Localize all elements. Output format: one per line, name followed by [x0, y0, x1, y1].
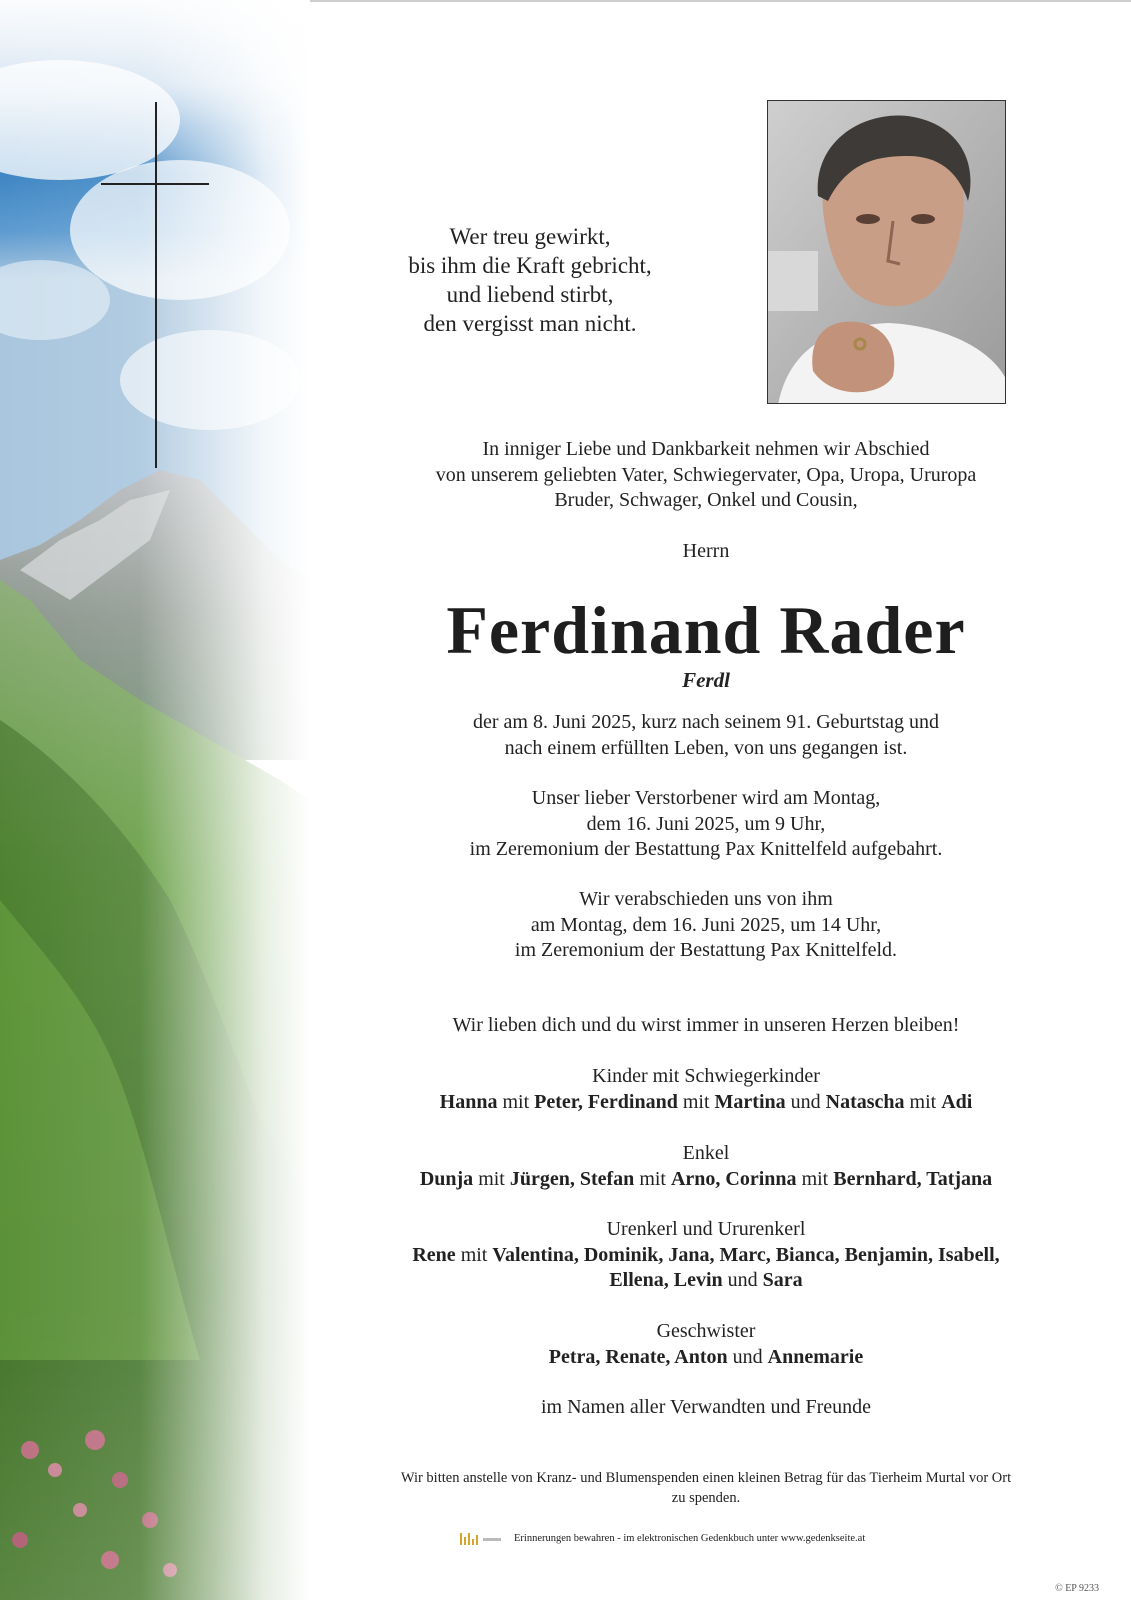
farewell-line: Wir verabschieden uns von ihm	[579, 888, 833, 910]
poem-line: Wer treu gewirkt,	[449, 224, 611, 249]
passing-line: nach einem erfüllten Leben, von uns gegangen ist.	[504, 736, 908, 759]
intro-line: In inniger Liebe und Dankbarkeit nehmen wir Abschied	[482, 438, 930, 460]
salutation: Herrn	[682, 540, 730, 562]
passing-line: der am 8. Juni 2025, kurz nach seinem 91. Geburtstag und	[472, 711, 939, 733]
nickname: Ferdl	[682, 668, 730, 692]
passing-text	[350, 710, 1062, 761]
family-name: Sara	[762, 1269, 803, 1291]
farewell-text	[350, 887, 1062, 964]
cross-horizontal-bar	[101, 183, 209, 185]
deceased-name: Ferdinand Rader	[446, 592, 966, 668]
family-connector: mit	[904, 1090, 942, 1113]
farewell-line: im Zeremonium der Bestattung Pax Knittelfeld.	[514, 939, 898, 961]
cross-vertical-bar	[155, 102, 157, 468]
family-name: Hanna	[439, 1090, 498, 1113]
intro-line: von unserem geliebten Vater, Schwiegervater, Opa, Uropa, Ururopa	[435, 463, 977, 486]
family-group-label: Urenkerl und Ururenkerl	[606, 1218, 806, 1240]
family-name: Bernhard, Tatjana	[833, 1167, 993, 1190]
family-name: Natascha	[825, 1090, 905, 1113]
family-name: Adi	[941, 1090, 973, 1113]
family-group-label: Geschwister	[656, 1320, 756, 1342]
family-connector: und	[785, 1090, 826, 1113]
wake-line: im Zeremonium der Bestattung Pax Knittelfeld aufgebahrt.	[469, 838, 943, 860]
family-name: Arno, Corinna	[670, 1167, 797, 1190]
wake-line: dem 16. Juni 2025, um 9 Uhr,	[586, 812, 826, 835]
portrait-photo	[767, 100, 1006, 404]
donation-line: Wir bitten anstelle von Kranz- und Blumenspenden einen kleinen Betrag für das Tierheim Murtal vor Ort	[400, 1470, 1012, 1486]
family-name: Rene	[412, 1243, 456, 1266]
love-line: Wir lieben dich und du wirst immer in unseren Herzen bleiben!	[452, 1014, 960, 1036]
intro-line: Bruder, Schwager, Onkel und Cousin,	[554, 489, 858, 511]
farewell-line: am Montag, dem 16. Juni 2025, um 14 Uhr,	[530, 913, 882, 936]
poem-line: den vergisst man nicht.	[423, 311, 637, 336]
footer-text: Erinnerungen bewahren - im elektronischen Gedenkbuch unter www.gedenkseite.at	[514, 1532, 866, 1544]
family-children	[350, 1064, 1062, 1115]
poem	[360, 222, 700, 338]
family-name: Dunja	[419, 1167, 474, 1190]
donation-line: zu spenden.	[671, 1490, 741, 1506]
closing-line: im Namen aller Verwandten und Freunde	[540, 1396, 872, 1418]
family-name: Valentina, Dominik, Jana, Marc, Bianca, Benjamin, Isabell,	[492, 1243, 1000, 1266]
family-connector: mit	[455, 1243, 493, 1266]
family-group-names	[350, 1243, 1062, 1269]
family-name: Annemarie	[767, 1345, 864, 1368]
family-name: Peter, Ferdinand	[534, 1090, 678, 1113]
gedenkseite-logo-icon	[460, 1531, 504, 1545]
family-group-names	[350, 1268, 1062, 1294]
family-connector: mit	[473, 1167, 510, 1190]
family-connector: mit	[497, 1090, 535, 1113]
wake-line: Unser lieber Verstorbener wird am Montag,	[531, 787, 881, 809]
poem-line: bis ihm die Kraft gebricht,	[408, 253, 652, 278]
family-great-grandchildren	[350, 1217, 1062, 1294]
wake-text	[350, 786, 1062, 863]
family-name: Jürgen, Stefan	[509, 1167, 635, 1190]
family-connector: und	[722, 1269, 763, 1291]
donation-request	[350, 1468, 1062, 1508]
family-name: Petra, Renate, Anton	[548, 1345, 728, 1368]
family-group-names	[350, 1090, 1062, 1116]
family-name: Martina	[714, 1090, 786, 1113]
poem-line: und liebend stirbt,	[446, 282, 614, 307]
family-name: Ellena, Levin	[609, 1269, 723, 1291]
intro-text	[350, 437, 1062, 514]
family-group-label: Kinder mit Schwiegerkinder	[592, 1065, 820, 1087]
family-connector: und	[727, 1345, 768, 1368]
family-connector: mit	[796, 1167, 834, 1190]
copyright: © EP 9233	[1055, 1583, 1099, 1594]
footer	[460, 1530, 865, 1546]
family-siblings	[350, 1319, 1062, 1370]
family-group-label: Enkel	[682, 1142, 730, 1164]
family-connector: mit	[634, 1167, 671, 1190]
family-connector: mit	[677, 1090, 715, 1113]
family-group-names	[350, 1167, 1062, 1193]
family-grandchildren	[350, 1141, 1062, 1192]
family-group-names	[350, 1345, 1062, 1371]
